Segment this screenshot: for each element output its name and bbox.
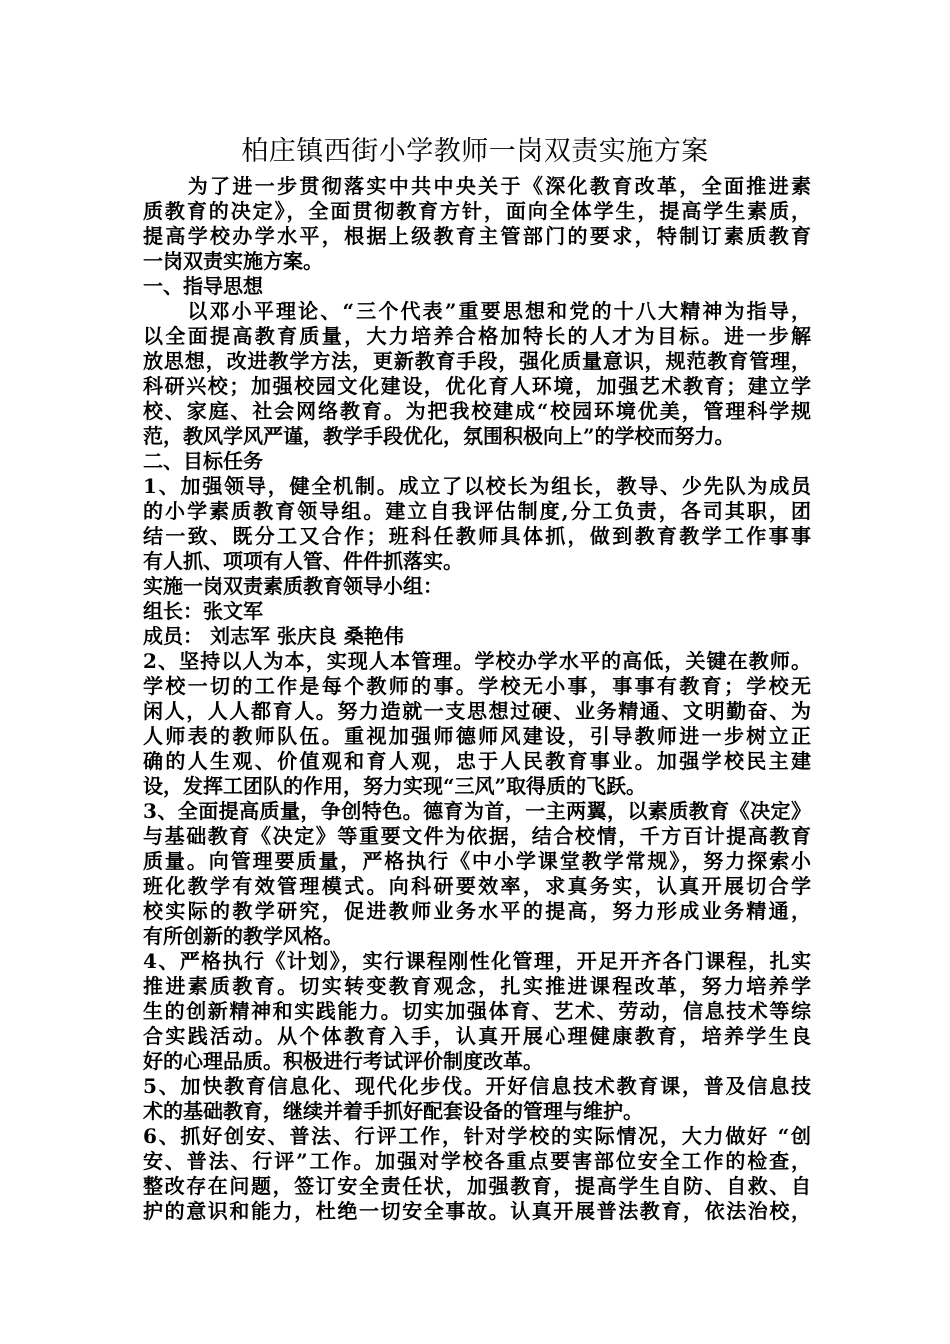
text-line: 闲人，人人都育人。努力造就一支思想过硬、业务精通、文明勤奋、为 (143, 699, 811, 723)
text-line: 提高学校办学水平，根据上级教育主管部门的要求，特制订素质教育 (143, 224, 811, 248)
text-line: 好的心理品质。积极进行考试评价制度改革。 (143, 1049, 543, 1073)
text-line: 科研兴校；加强校园文化建设，优化育人环境，加强艺术教育；建立学 (143, 374, 811, 398)
text-line: 设，发挥工团队的作用，努力实现“三风”取得质的飞跃。 (143, 774, 647, 798)
text-line: 确的人生观、价值观和育人观，忠于人民教育事业。加强学校民主建 (143, 749, 811, 773)
text-line: 5、加快教育信息化、现代化步伐。开好信息技术教育课，普及信息技 (143, 1074, 811, 1098)
text-line: 一岗双责实施方案。 (143, 249, 323, 273)
text-line: 实施一岗双责素质教育领导小组： (143, 574, 443, 598)
text-line: 术的基础教育，继续并着手抓好配套设备的管理与维护。 (143, 1099, 643, 1123)
text-line: 范，教风学风严谨，教学手段优化，氛围积极向上”的学校而努力。 (143, 424, 735, 448)
text-line: 人师表的教师队伍。重视加强师德师风建设，引导教师进一步树立正 (143, 724, 811, 748)
text-line: 1、加强领导，健全机制。成立了以校长为组长，教导、少先队为成员 (143, 474, 811, 498)
text-line: 4、严格执行《计划》，实行课程刚性化管理，开足开齐各门课程，扎实 (143, 949, 811, 973)
text-line: 为了进一步贯彻落实中共中央关于《深化教育改革，全面推进素 (143, 174, 811, 198)
text-line: 成员： 刘志军 张庆良 桑艳伟 (143, 624, 404, 648)
text-line: 3、全面提高质量，争创特色。德育为首，一主两翼，以素质教育《决定》 (143, 799, 811, 823)
text-line: 6、抓好创安、普法、行评工作，针对学校的实际情况，大力做好 “创 (143, 1124, 811, 1148)
text-line: 整改存在问题，签订安全责任状，加强教育，提高学生自防、自救、自 (143, 1174, 811, 1198)
text-line: 以邓小平理论、“三个代表”重要思想和党的十八大精神为指导， (143, 299, 811, 323)
text-line: 一、指导思想 (143, 274, 263, 298)
document-body (143, 174, 811, 1224)
text-line: 与基础教育《决定》等重要文件为依据，结合校情，千方百计提高教育 (143, 824, 811, 848)
document-title: 柏庄镇西街小学教师一岗双责实施方案 (241, 136, 709, 167)
text-line: 学校一切的工作是每个教师的事。学校无小事，事事有教育；学校无 (143, 674, 811, 698)
text-line: 班化教学有效管理模式。向科研要效率，求真务实，认真开展切合学 (143, 874, 811, 898)
text-line: 二、目标任务 (143, 449, 263, 473)
text-line: 结一致、既分工又合作；班科任教师具体抓，做到教育教学工作事事 (143, 524, 811, 548)
text-line: 有所创新的教学风格。 (143, 924, 343, 948)
text-line: 校、家庭、社会网络教育。为把我校建成“校园环境优美，管理科学规 (143, 399, 811, 423)
text-line: 护的意识和能力，杜绝一切安全事故。认真开展普法教育，依法治校， (143, 1199, 811, 1223)
text-line: 质量。向管理要质量，严格执行《中小学课堂教学常规》，努力探索小 (143, 849, 811, 873)
text-line: 安、普法、行评”工作。加强对学校各重点要害部位安全工作的检查， (143, 1149, 811, 1173)
text-line: 合实践活动。从个体教育入手，认真开展心理健康教育，培养学生良 (143, 1024, 811, 1048)
text-line: 有人抓、项项有人管、件件抓落实。 (143, 549, 463, 573)
text-line: 组长：张文军 (143, 599, 263, 623)
text-line: 放思想，改进教学方法，更新教育手段，强化质量意识，规范教育管理， (143, 349, 811, 373)
text-line: 2、坚持以人为本，实现人本管理。学校办学水平的高低，关键在教师。 (143, 649, 811, 673)
text-line: 生的创新精神和实践能力。切实加强体育、艺术、劳动，信息技术等综 (143, 999, 811, 1023)
text-line: 质教育的决定》，全面贯彻教育方针，面向全体学生，提高学生素质， (143, 199, 811, 223)
text-line: 推进素质教育。切实转变教育观念，扎实推进课程改革，努力培养学 (143, 974, 811, 998)
text-line: 的小学素质教育领导组。建立自我评估制度,分工负责，各司其职，团 (143, 499, 811, 523)
text-line: 校实际的教学研究，促进教师业务水平的提高，努力形成业务精通， (143, 899, 811, 923)
text-line: 以全面提高教育质量，大力培养合格加特长的人才为目标。进一步解 (143, 324, 811, 348)
